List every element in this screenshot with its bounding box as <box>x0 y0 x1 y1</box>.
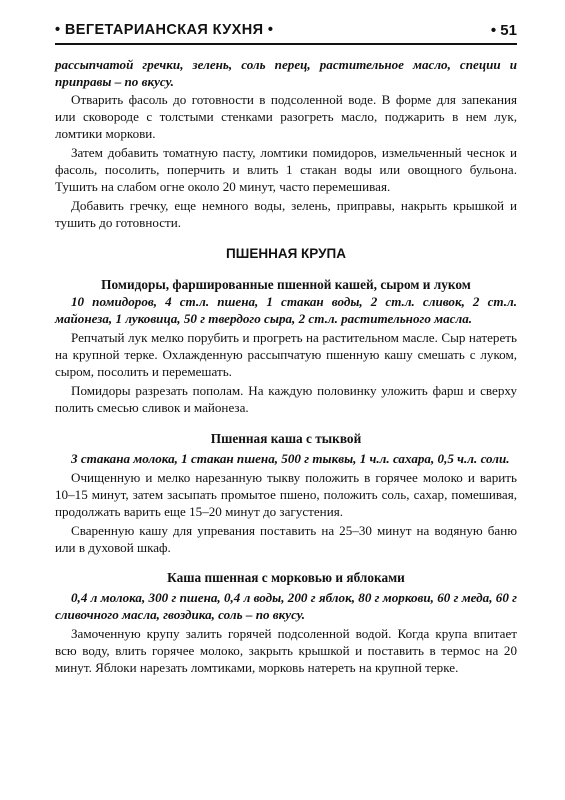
paragraph: Затем добавить томатную пасту, ломтики помидоров, измельченный чеснок и фасоль, посолить, поперчить и влить 1 стакан воды или овощного бульона. Тушить на слабом огне около 20 минут, часто перемешивая. <box>55 145 517 194</box>
ingredients-continued: рассыпчатой гречки, зелень, соль перец, растительное масло, специи и приправы – по вкусу. <box>55 57 517 89</box>
recipe-ingredients: 0,4 л молока, 300 г пшена, 0,4 л воды, 200 г яблок, 80 г моркови, 60 г меда, 60 г сливочного масла, гвоздика, соль – по вкусу. <box>55 590 517 622</box>
page-content <box>55 56 517 676</box>
recipe-title: Помидоры, фаршированные пшенной кашей, сыром и луком <box>101 277 471 292</box>
recipe-title: Пшенная каша с тыквой <box>210 431 362 446</box>
running-header-title: • ВЕГЕТАРИАНСКАЯ КУХНЯ • <box>55 22 274 38</box>
recipe-step: Замоченную крупу залить горячей подсоленной водой. Когда крупа впитает всю воду, влить горячее молоко, закрыть крышкой и поставить в термос на 20 минут. Яблоки нарезать ломтиками, морковь натереть на крупной терке. <box>55 626 517 675</box>
running-header <box>55 22 517 44</box>
section-title: ПШЕННАЯ КРУПА <box>226 246 346 261</box>
recipe-step: Репчатый лук мелко порубить и прогреть на растительном масле. Сыр натереть на крупной терке. Охлажденную рассыпчатую пшенную кашу смешать с луком, сыром, посолить и перемешать. <box>55 330 517 379</box>
recipe-step: Сваренную кашу для упревания поставить на 25–30 минут на водяную баню или в духовой шкаф. <box>55 523 517 555</box>
recipe-title: Каша пшенная с морковью и яблоками <box>167 570 405 585</box>
paragraph: Добавить гречку, еще немного воды, зелень, приправы, накрыть крышкой и тушить до готовности. <box>55 198 517 230</box>
page-number: • 51 <box>490 22 517 39</box>
recipe-ingredients: 3 стакана молока, 1 стакан пшена, 500 г тыквы, 1 ч.л. сахара, 0,5 ч.л. соли. <box>71 451 510 466</box>
header-rule <box>55 43 517 45</box>
recipe-ingredients: 10 помидоров, 4 ст.л. пшена, 1 стакан воды, 2 ст.л. сливок, 2 ст.л. майонеза, 1 луковица, 50 г твердого сыра, 2 ст.л. растительного масла. <box>55 294 517 326</box>
recipe-step: Помидоры разрезать пополам. На каждую половинку уложить фарш и сверху полить смесью сливок и майонеза. <box>55 383 517 415</box>
recipe-step: Очищенную и мелко нарезанную тыкву положить в горячее молоко и варить 10–15 минут, затем засыпать промытое пшено, положить соль, сахар, помешивая, продолжать варить еще 15–20 минут до загустения. <box>55 470 517 519</box>
paragraph: Отварить фасоль до готовности в подсоленной воде. В форме для запекания или сковороде с толстыми стенками разогреть масло, поджарить в нем лук, ломтики моркови. <box>55 92 517 141</box>
